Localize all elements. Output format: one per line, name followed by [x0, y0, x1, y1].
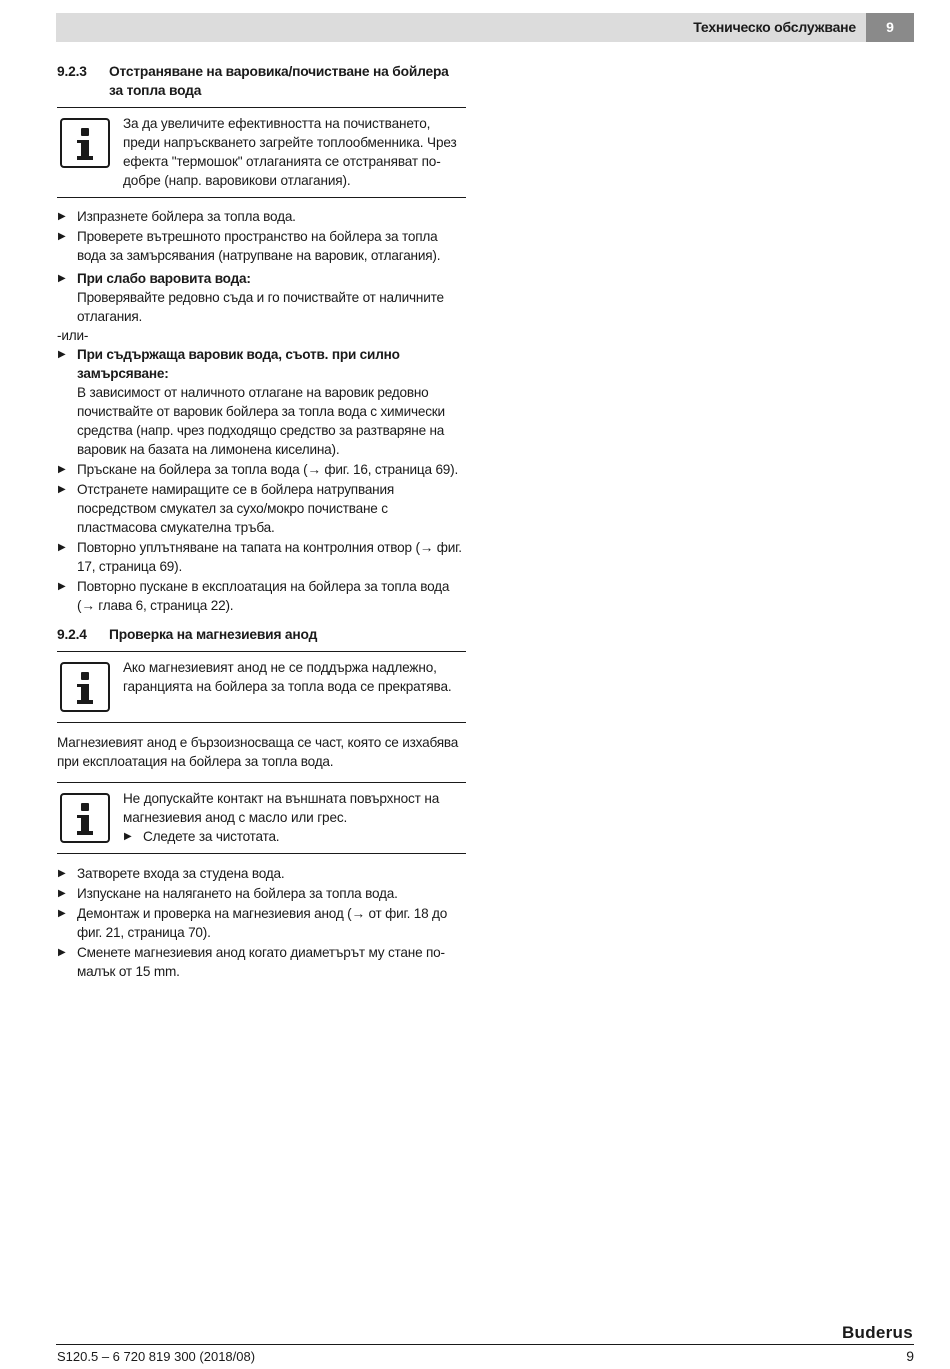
list-item: ▶ Следете за чистотата. [124, 829, 280, 844]
list-item: ▶ Сменете магнезиевия анод когато диаметърът му стане по-малък от 15 mm. [58, 945, 445, 979]
list-item: ▶ Демонтаж и проверка на магнезиевия анод (→ от фиг. 18 до фиг. 21, страница 70). [58, 906, 448, 940]
triangle-right-icon: ▶ [58, 211, 66, 222]
info-icon [60, 793, 110, 843]
triangle-right-icon: ▶ [58, 273, 66, 284]
brand-logo: Buderus [841, 1323, 913, 1342]
section-heading-9-2-4 [57, 625, 466, 644]
section-number: 9.2.3 [57, 64, 87, 79]
triangle-right-icon: ▶ [58, 484, 66, 495]
section-title: Проверка на магнезиевия анод [109, 627, 318, 642]
triangle-right-icon: ▶ [58, 542, 66, 553]
list-item: ▶ Отстранете намиращите се в бойлера натрупвания посредством смукател за сухо/мокро почистване с пластмасова смукателна тръба. [58, 482, 395, 535]
info-notice [57, 651, 466, 723]
footer-page-number: 9 [906, 1348, 914, 1364]
section-number: 9.2.4 [57, 627, 87, 642]
list-item: ▶ Изпускане на налягането на бойлера за топла вода. [58, 886, 398, 901]
triangle-right-icon: ▶ [58, 231, 66, 242]
info-notice [57, 782, 466, 854]
triangle-right-icon: ▶ [58, 908, 66, 919]
main-column [57, 62, 466, 981]
triangle-right-icon: ▶ [58, 868, 66, 879]
list-item: ▶ Затворете входа за студена вода. [58, 866, 285, 881]
info-notice [57, 107, 466, 198]
list-item: ▶ При слабо варовита вода: Проверявайте редовно съда и го почиствайте от наличните отлагания. [58, 271, 444, 324]
footer-divider [56, 1344, 914, 1345]
triangle-right-icon: ▶ [58, 947, 66, 958]
triangle-right-icon: ▶ [58, 464, 66, 475]
triangle-right-icon: ▶ [58, 888, 66, 899]
info-icon [60, 662, 110, 712]
list-item: ▶ Проверете вътрешното пространство на бойлера за топла вода за замърсявания (натрупване на варовик, отлагания). [58, 229, 441, 263]
section-heading-9-2-3 [57, 62, 466, 100]
footer-document-number: S120.5 – 6 720 819 300 (2018/08) [57, 1349, 256, 1364]
header-title: Техническо обслужване [693, 19, 856, 35]
notice-text: За да увеличите ефективността на почистването, преди напръскването загрейте топлообменника. Чрез ефекта "термошок" отлаганията се отстраняват по-добре (напр. варовикови отлагания). [123, 116, 457, 188]
list-item: ▶ При съдържаща варовик вода, съотв. при силно замърсяване: В зависимост от наличното отлагане на варовик редовно почиствайте от варовик бойлера за топла вода с химически средства (напр. чрез подходящо средство за разтваряне на варовик на базата на лимонена киселина). [58, 347, 445, 457]
notice-text: Не допускайте контакт на външната повърхност на магнезиевия анод с масло или грес. [123, 791, 440, 825]
or-separator: -или- [57, 328, 89, 343]
info-icon [60, 118, 110, 168]
triangle-right-icon: ▶ [58, 349, 66, 360]
chapter-number: 9 [866, 13, 914, 42]
section-title: Отстраняване на варовика/почистване на бойлера за топла вода [109, 64, 449, 98]
list-item: ▶ Повторно уплътняване на тапата на контролния отвор (→ фиг. 17, страница 69). [58, 540, 462, 574]
paragraph: Магнезиевият анод е бързоизносваща се част, която се изхабява при експлоатация на бойлера за топла вода. [57, 735, 459, 769]
triangle-right-icon: ▶ [124, 831, 132, 842]
list-item: ▶ Повторно пускане в експлоатация на бойлера за топла вода (→ глава 6, страница 22). [58, 579, 450, 613]
list-item: ▶ Изпразнете бойлера за топла вода. [58, 209, 296, 224]
list-item: ▶ Пръскане на бойлера за топла вода (→ фиг. 16, страница 69). [58, 462, 459, 477]
notice-text: Ако магнезиевият анод не се поддържа надлежно, гаранцията на бойлера за топла вода се прекратява. [123, 660, 452, 694]
triangle-right-icon: ▶ [58, 581, 66, 592]
